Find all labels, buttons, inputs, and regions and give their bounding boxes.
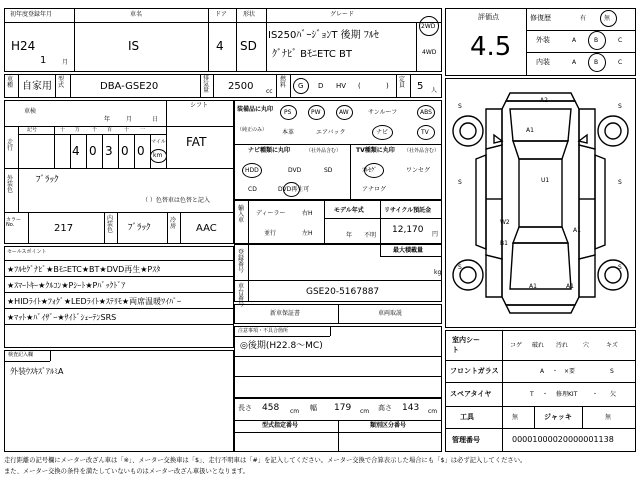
equipment-sublabel: （純正のみ） (237, 127, 268, 133)
jack-label: ジャッキ (544, 413, 572, 421)
mileage-digit-1: 4 (72, 144, 80, 158)
recycle-value: 12,170 (392, 225, 424, 235)
first-reg-label: 初年度登録年月 (10, 11, 53, 18)
color-note: （ ）色替車は色替と記入 (142, 197, 210, 204)
grade-label: グレード (330, 11, 355, 18)
equip-aw: AW (339, 109, 349, 116)
manual-label: 車両取説 (378, 310, 403, 317)
length-value: 458 (262, 403, 280, 413)
room-item-kizu: キズ (606, 342, 618, 349)
navi-sub: （社外品含む） (306, 148, 342, 154)
parallel-label: 並行 (264, 230, 277, 237)
mileage-digit-5: 0 (137, 144, 145, 158)
color-value: ﾌﾞﾗｯｸ (36, 175, 59, 185)
reg-label: 登録番号 (238, 249, 245, 274)
height-value: 143 (402, 403, 420, 413)
mgmt-label: 管理番号 (452, 436, 480, 444)
import-label: 輸入車 (238, 205, 245, 224)
displacement-label: 排気量 (203, 75, 210, 94)
model-year-unit: 年 (346, 232, 353, 239)
fuel-d: D (318, 82, 324, 90)
spare-missing: 欠 (610, 391, 617, 398)
shift-label: シフト (190, 102, 209, 109)
doors-label: ドア (215, 11, 227, 18)
capacity-label: 定員 (399, 76, 406, 89)
mileage-label: 走行 (7, 139, 14, 152)
tv-fullseg: ﾌﾙｾｸﾞ (362, 167, 378, 174)
interior-color-label: 内装色 (107, 215, 114, 234)
mileage-digit-3: 3 (105, 144, 113, 158)
width-cm: cm (360, 408, 370, 415)
s-label-1: S (458, 103, 462, 110)
s-label-3: S (458, 179, 462, 186)
left-handle: 左H (302, 230, 313, 237)
warranty-label: 新車保証書 (270, 310, 301, 317)
interior-a: A (572, 59, 577, 66)
right-handle: 右H (302, 210, 313, 217)
spare-dot2: ・ (592, 391, 599, 398)
drive-4wd: 4WD (422, 49, 437, 56)
interior-color-value: ﾌﾞﾗｯｸ (128, 223, 151, 233)
model-value: IS (128, 39, 140, 53)
inspection-label: 車検 (24, 108, 37, 115)
mileage-unit-1: 一 (140, 127, 146, 133)
footer-line-1: 走行距離の記号欄にメーター改ざん車は「※」、メーター交換車は「$」、走行不明車は「#」を記入してください。メーター交換で合算表示した場合にも「$」は必ず記入してください。 (4, 457, 527, 464)
recycle-yen: 円 (432, 231, 439, 238)
use-value: 自家用 (22, 81, 52, 92)
s-label-2: S (618, 103, 622, 110)
s-label-4: S (618, 179, 622, 186)
interior-label: 内装 (536, 58, 550, 66)
navi-cd: CD (248, 186, 257, 193)
equip-airbag: エアバック (316, 129, 346, 136)
height-label: 高さ (378, 404, 392, 412)
mileage-unit-1k: 千 (92, 127, 98, 133)
tv-label: TV種類に丸印 (356, 147, 395, 154)
equip-sunroof: サンルーフ (368, 109, 398, 116)
notes-label: 注意事項・不具合箇所 (238, 328, 289, 334)
max-load-label: 最大積載量 (393, 247, 424, 254)
room-item-yogore: 汚れ (556, 342, 569, 349)
fuel-hv: HV (336, 82, 347, 90)
sales-point-3: ★HIDﾗｲﾄ★ﾌｫｸﾞ★LEDﾗｲﾄ★ｽﾃﾘﾓ★両席温暖ﾜｲﾊﾟｰ (7, 297, 182, 306)
ac-label: 冷房 (170, 217, 177, 230)
repair-yes: 有 (580, 15, 587, 22)
tools-label: 工具 (460, 413, 474, 421)
equipment-label: 装備品に丸印 (237, 106, 274, 113)
length-label: 長さ (238, 404, 252, 412)
mileage-digit-4: 0 (121, 144, 129, 158)
spare-t: T (530, 391, 534, 398)
inspector-label: 検査記入欄 (8, 352, 34, 358)
equip-navi: ナビ (376, 129, 389, 136)
diagram-mark-w2: W2 (500, 219, 510, 226)
tv-sub: （社外品含む） (404, 148, 440, 154)
footer-line-2: また、メーター交換の条件を満たしていないものはメーター改ざん車扱いとなります。 (4, 468, 250, 475)
sales-points-label: セールスポイント (7, 249, 47, 255)
jack-value: 無 (605, 414, 612, 421)
grade-line1: IS250ﾊﾞｰｼﾞｮﾝT 後期 ﾌﾙｾ (268, 30, 379, 41)
tv-analog: アナログ (362, 186, 387, 193)
color-no-value: 217 (54, 223, 74, 234)
score-label: 評価点 (478, 13, 499, 21)
tools-value: 無 (512, 414, 519, 421)
diagram-mark-a2: A2 (540, 97, 548, 104)
recycle-label: リサイクル預託金 (384, 207, 432, 214)
glass-s: S (610, 368, 614, 375)
first-reg-era: H24 (11, 39, 36, 53)
s-label-6: S (618, 264, 622, 271)
displacement-value: 2500 (228, 81, 254, 92)
model-no-label: 型式指定番号 (262, 422, 299, 429)
exterior-a: A (572, 37, 577, 44)
ac-value: AAC (196, 223, 217, 234)
inspector-block (4, 350, 234, 452)
diagram-mark-a1-rear-left: A1 (529, 283, 537, 290)
model-year-label: モデル年式 (334, 207, 364, 214)
spare-kit: 修理KIT (556, 391, 578, 398)
sales-point-2: ★ｽﾏｰﾄｷｰ★ｸﾙｺﾝ★Pｼｰﾄ★Pﾊﾞｯｸﾄﾞｱ (7, 281, 126, 290)
mileage-digit-2: 0 (89, 144, 97, 158)
drive-2wd: 2WD (421, 23, 436, 30)
equip-pw: PW (311, 109, 321, 116)
diagram-mark-u1: U1 (541, 177, 550, 184)
repair-no: 無 (604, 15, 611, 22)
use-label: 車種 (7, 76, 14, 89)
glass-replace: ×要 (564, 368, 576, 375)
exterior-label: 外装 (536, 36, 550, 44)
score-value: 4.5 (470, 32, 512, 62)
mgmt-value: 00001000020000001138 (512, 435, 614, 444)
diagram-mark-a1-rear-right: A1 (566, 283, 574, 290)
glass-label: フロントガラス (450, 367, 499, 375)
fuel-label: 燃料 (280, 76, 287, 89)
color-no-label: カラーNo. (6, 217, 22, 228)
mileage-note-label: 記号 (27, 127, 38, 133)
car-diagram (446, 79, 635, 327)
room-item-ana: 穴 (583, 342, 590, 349)
width-label: 幅 (310, 404, 317, 412)
mileage-unit-10k: 万 (75, 127, 81, 133)
inspector-value: 外装ｳｽｷｽﾞｱﾙﾐA (10, 367, 64, 376)
equip-ps: PS (284, 109, 292, 116)
model-year-unknown: 不明 (364, 232, 377, 239)
navi-sd: SD (324, 167, 333, 174)
exterior-b: B (594, 37, 599, 44)
width-value: 179 (334, 403, 352, 413)
diagram-mark-b1: B1 (500, 240, 508, 247)
s-label-5: S (458, 264, 462, 271)
shift-value: FAT (186, 135, 207, 149)
glass-a: A (540, 368, 545, 375)
chassis-value: GSE20-5167887 (306, 287, 380, 297)
navi-dvd-play: DVD再生可 (278, 186, 310, 193)
fuel-g: G (298, 82, 304, 90)
navi-label: ナビ種類に丸印 (248, 147, 291, 154)
sales-point-1: ★ﾌﾙｾｸﾞﾅﾋﾞ★BﾓﾆETC★BT★DVD再生★Pｽﾀ (7, 265, 161, 274)
spare-label: スペアタイヤ (450, 390, 492, 398)
person-unit: 人 (431, 87, 438, 94)
fuel-paren-close: ) (386, 82, 389, 90)
inspection-year: 年 (104, 116, 111, 123)
month-unit: 月 (62, 59, 69, 66)
navi-hdd: HDD (245, 167, 259, 174)
km-label: km (153, 152, 163, 159)
mileage-unit-10m: 十 (60, 127, 66, 133)
doors-value: 4 (216, 39, 224, 53)
inspection-month: 月 (126, 116, 133, 123)
length-cm: cm (290, 408, 300, 415)
interior-c: C (618, 59, 623, 66)
equip-leather: 本革 (282, 129, 295, 136)
model-label: 車名 (130, 11, 143, 18)
spare-dot1: ・ (542, 391, 549, 398)
class-label: 類別区分番号 (370, 422, 407, 429)
room-item-koge: コゲ (510, 342, 523, 349)
grade-line2: ｸﾞﾅﾋﾞ BﾓﾆETC BT (272, 49, 353, 60)
equip-tv: TV (421, 129, 429, 136)
repair-label: 修復歴 (530, 14, 551, 22)
equip-abs: ABS (420, 109, 432, 116)
notes-value: ◎後期(H22.8〜MC) (240, 341, 323, 351)
interior-b: B (594, 59, 599, 66)
fuel-paren-open: ( (358, 82, 361, 90)
glass-dot: ・ (552, 368, 559, 375)
room-label: 室内シート (452, 336, 480, 354)
height-cm: cm (428, 408, 438, 415)
shape-label: 形状 (243, 11, 256, 18)
exterior-c: C (618, 37, 623, 44)
inspection-day: 日 (152, 116, 159, 123)
cc-unit: cc (266, 88, 273, 95)
capacity-value: 5 (417, 81, 424, 92)
shape-value: SD (240, 39, 257, 53)
diagram-mark-a1-left: A1 (526, 127, 534, 134)
mileage-unit-100: 百 (107, 127, 113, 133)
first-reg-month: 1 (40, 55, 47, 66)
navi-dvd: DVD (288, 167, 302, 174)
mileage-unit-10: 十 (124, 127, 130, 133)
sales-point-4: ★ﾏｯﾄ★ﾊﾞｲｻﾞｰ★ｻｲﾄﾞｼｪｰﾃﾝSRS (7, 313, 117, 322)
type-label: 型式 (58, 76, 65, 89)
color-label: 外装色 (7, 175, 14, 194)
type-value: DBA-GSE20 (100, 81, 159, 92)
diagram-mark-a1-right: A1 (573, 227, 581, 234)
tv-oneseg: ワンセグ (406, 167, 431, 174)
mile-label: マイル (151, 139, 166, 145)
room-item-yabure: 破れ (532, 342, 545, 349)
chassis-label: 車台番号 (238, 283, 245, 308)
dealer-label: ディーラー (256, 210, 286, 217)
max-load-unit: kg (434, 269, 442, 276)
